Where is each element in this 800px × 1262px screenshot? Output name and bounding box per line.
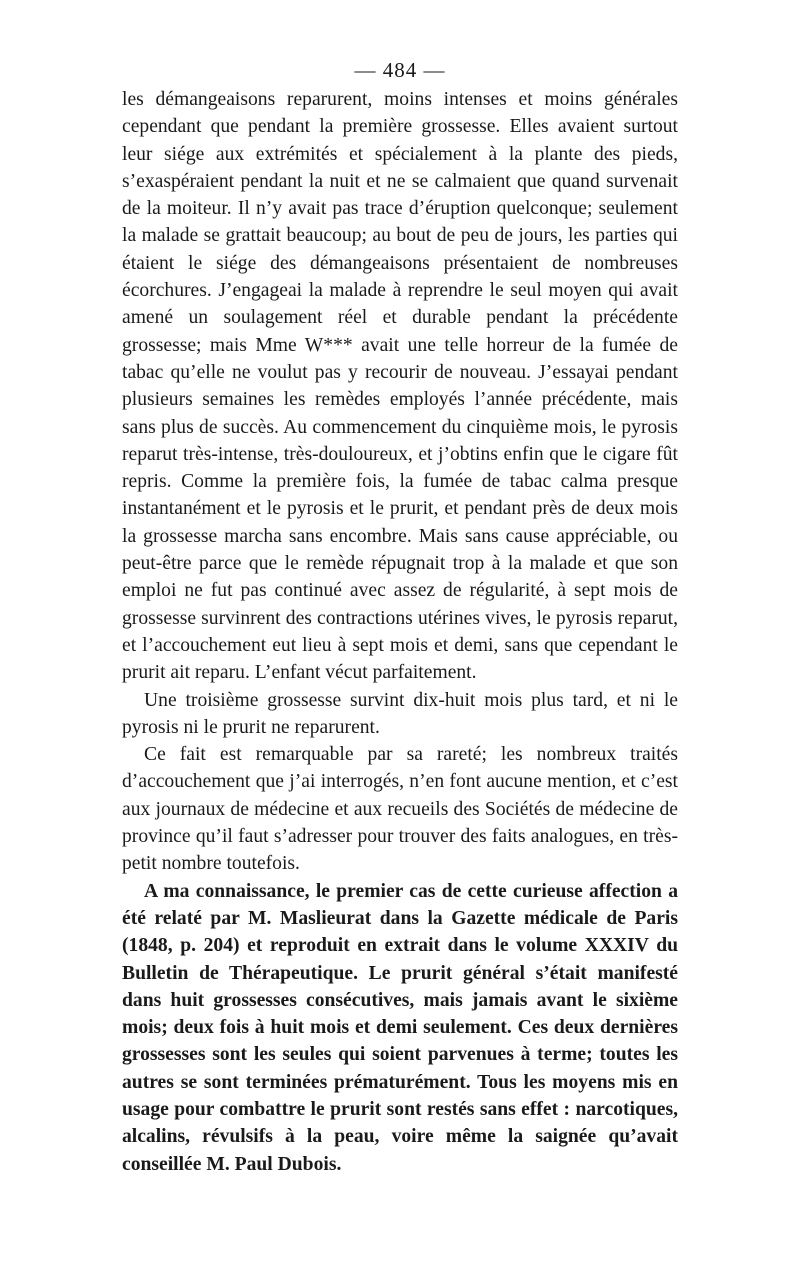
page-number: — 484 — (354, 58, 446, 82)
paragraph-2: Une troisième grossesse survint dix-huit mois plus tard, et ni le pyrosis ni le prurit ne reparurent. (122, 689, 678, 738)
body-text (122, 86, 678, 1178)
paragraph-1: les démangeaisons reparurent, moins intenses et moins générales cependant que pendant la première grossesse. Elles avaient surtout leur siége aux extrémités et spécialement à la plante des pieds, s’exaspéraient pendant la nuit et ne se calmaient que quand survenait de la moiteur. Il n’y avait pas trace d’éruption quelconque; seulement la malade se grattait beaucoup; au bout de peu de jours, les parties qui étaient le siége des démangeaisons présentaient de nombreuses écorchures. J’engageai la malade à reprendre le seul moyen qui avait amené un soulagement réel et durable pendant la précédente grossesse; mais Mme W*** avait une telle horreur de la fumée de tabac qu’elle ne voulut pas y recourir de nouveau. J’essayai pendant plusieurs semaines les remèdes employés l’année précédente, mais sans plus de succès. Au commencement du cinquième mois, le pyrosis reparut très-intense, très-douloureux, et j’obtins enfin que le cigare fût repris. Comme la première fois, la fumée de tabac calma presque instantanément et le pyrosis et le prurit, et pendant près de deux mois la grossesse marcha sans encombre. Mais sans cause appréciable, ou peut-être parce que le remède répugnait trop à la malade et que son emploi ne fut pas continué avec assez de régularité, à sept mois de grossesse survinrent des contractions utérines vives, le pyrosis reparut, et l’accouchement eut lieu à sept mois et demi, sans que cependant le prurit ait reparu. L’enfant vécut parfaitement. (122, 89, 678, 684)
paragraph-3: Ce fait est remarquable par sa rareté; les nombreux traités d’accouchement que j’ai interrogés, n’en font aucune mention, et c’est aux journaux de médecine et aux recueils des Sociétés de médecine de province qu’il faut s’adresser pour trouver des faits analogues, en très-petit nombre toutefois. (122, 744, 678, 875)
paragraph-4: A ma connaissance, le premier cas de cette curieuse affection a été relaté par M. Maslieurat dans la Gazette médicale de Paris (1848, p. 204) et reproduit en extrait dans le volume XXXIV du Bulletin de Thérapeutique. Le prurit général s’était manifesté dans huit grossesses consécutives, mais jamais avant le sixième mois; deux fois à huit mois et demi seulement. Ces deux dernières grossesses sont les seules qui soient parvenues à terme; toutes les autres se sont terminées prématurément. Tous les moyens mis en usage pour combattre le prurit sont restés sans effet : narcotiques, alcalins, révulsifs à la peau, voire même la saignée qu’avait conseillée M. Paul Dubois. (122, 880, 678, 1175)
